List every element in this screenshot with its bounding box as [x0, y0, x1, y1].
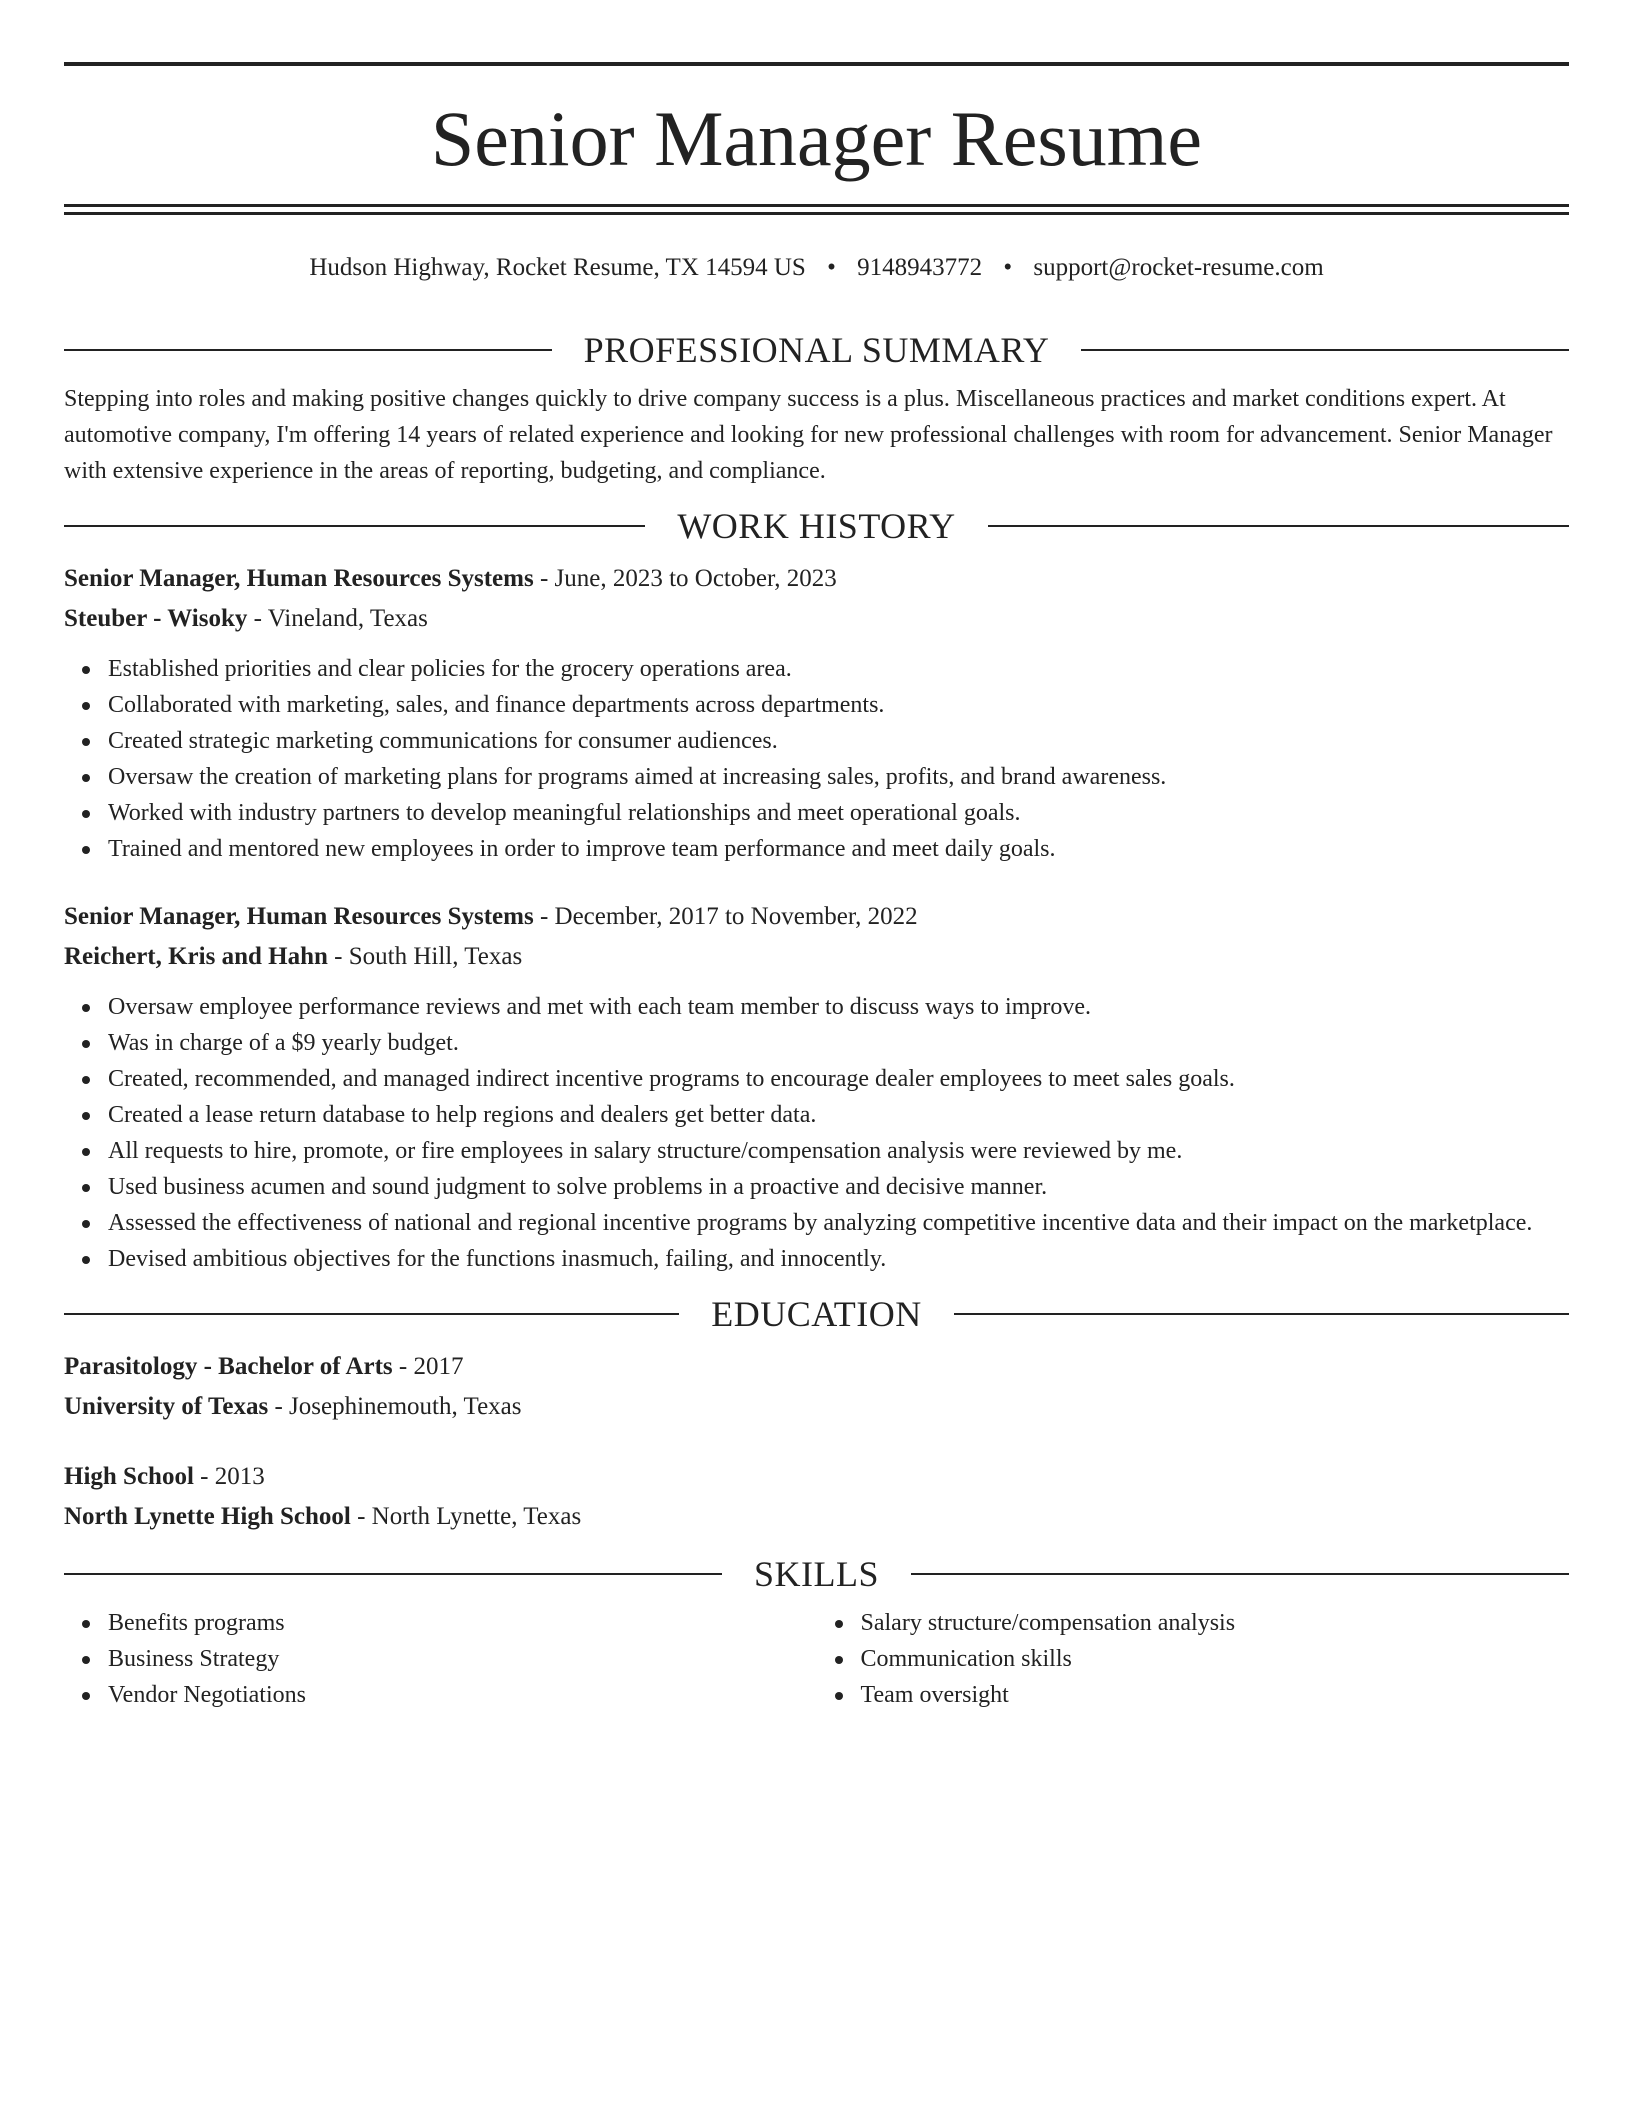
summary-section-header: [64, 329, 1569, 371]
list-item: Oversaw the creation of marketing plans for programs aimed at increasing sales, profits, and brand awareness.: [108, 759, 1569, 795]
list-item: All requests to hire, promote, or fire employees in salary structure/compensation analysis were reviewed by me.: [108, 1133, 1569, 1169]
list-item: Worked with industry partners to develop meaningful relationships and meet operational goals.: [108, 795, 1569, 831]
job-entry: [64, 897, 1569, 1277]
list-item: Trained and mentored new employees in order to improve team performance and meet daily goals.: [108, 831, 1569, 867]
education-school-line: [64, 1497, 1569, 1537]
job-title-line: [64, 897, 1569, 937]
job-title-line: [64, 559, 1569, 599]
skills-column-right: [817, 1605, 1570, 1713]
summary-text: Stepping into roles and making positive changes quickly to drive company success is a plus. Miscellaneous practices and market conditions expert. At automotive company, I'm offering 14 years of related experience and looking for new professional challenges with room for advancement. Senior Manager with extensive experience in the areas of reporting, budgeting, and compliance.: [64, 386, 1553, 484]
education-year: - 2017: [392, 1353, 464, 1380]
title-rule-lower: [64, 212, 1569, 215]
education-location: - Josephinemouth, Texas: [268, 1393, 522, 1420]
job-company-line: [64, 599, 1569, 639]
list-item: Created a lease return database to help regions and dealers get better data.: [108, 1097, 1569, 1133]
skill-item: Benefits programs: [108, 1605, 817, 1641]
job-dates: - December, 2017 to November, 2022: [533, 903, 918, 930]
job-title: Senior Manager, Human Resources Systems: [64, 903, 534, 930]
skill-item: Salary structure/compensation analysis: [861, 1605, 1570, 1641]
skills-heading: SKILLS: [754, 1554, 880, 1594]
job-bullets: [64, 989, 1569, 1277]
divider-line: [64, 1313, 679, 1315]
list-item: Devised ambitious objectives for the functions inasmuch, failing, and innocently.: [108, 1241, 1569, 1277]
education-school-line: [64, 1387, 1569, 1427]
job-dates: - June, 2023 to October, 2023: [533, 565, 837, 592]
job-entry: [64, 559, 1569, 867]
skill-item: Business Strategy: [108, 1641, 817, 1677]
job-bullets: [64, 651, 1569, 867]
skill-item: Vendor Negotiations: [108, 1677, 817, 1713]
education-degree-line: [64, 1347, 1569, 1387]
education-entry: [64, 1347, 1569, 1427]
list-item: Created strategic marketing communications for consumer audiences.: [108, 723, 1569, 759]
top-rule: [64, 62, 1569, 66]
summary-heading: PROFESSIONAL SUMMARY: [583, 330, 1050, 370]
contact-email: support@rocket-resume.com: [1033, 254, 1324, 281]
contact-separator: •: [1003, 254, 1013, 281]
skills-column-left: [64, 1605, 817, 1713]
divider-line: [64, 525, 645, 527]
work-heading: WORK HISTORY: [677, 506, 956, 546]
job-location: - South Hill, Texas: [327, 943, 523, 970]
divider-line: [64, 1573, 722, 1575]
divider-line: [988, 525, 1569, 527]
list-item: Created, recommended, and managed indirect incentive programs to encourage dealer employees to meet sales goals.: [108, 1061, 1569, 1097]
list-item: Oversaw employee performance reviews and met with each team member to discuss ways to improve.: [108, 989, 1569, 1025]
skills-section-header: [64, 1553, 1569, 1595]
divider-line: [1081, 349, 1569, 351]
education-degree-line: [64, 1457, 1569, 1497]
list-item: Used business acumen and sound judgment to solve problems in a proactive and decisive manner.: [108, 1169, 1569, 1205]
title-rule-upper: [64, 204, 1569, 207]
education-heading: EDUCATION: [711, 1294, 922, 1334]
work-section-header: [64, 505, 1569, 547]
contact-separator: •: [827, 254, 836, 281]
contact-line: [64, 255, 1569, 285]
education-section-header: [64, 1293, 1569, 1335]
education-location: - North Lynette, Texas: [350, 1503, 582, 1530]
divider-line: [64, 349, 552, 351]
education-degree: Parasitology - Bachelor of Arts: [64, 1353, 393, 1380]
list-item: Established priorities and clear policies for the grocery operations area.: [108, 651, 1569, 687]
education-degree: High School: [64, 1463, 194, 1490]
contact-phone: 9148943772: [857, 254, 983, 281]
education-year: - 2013: [193, 1463, 265, 1490]
job-title: Senior Manager, Human Resources Systems: [64, 565, 534, 592]
job-company: Steuber - Wisoky: [64, 605, 248, 632]
list-item: Collaborated with marketing, sales, and finance departments across departments.: [108, 687, 1569, 723]
education-school: North Lynette High School: [64, 1503, 351, 1530]
education-school: University of Texas: [64, 1393, 269, 1420]
job-company: Reichert, Kris and Hahn: [64, 943, 328, 970]
divider-line: [911, 1573, 1569, 1575]
skill-item: Team oversight: [861, 1677, 1570, 1713]
list-item: Assessed the effectiveness of national and regional incentive programs by analyzing competitive incentive data and their impact on the marketplace.: [108, 1205, 1569, 1241]
contact-address: Hudson Highway, Rocket Resume, TX 14594 US: [309, 254, 806, 281]
divider-line: [954, 1313, 1569, 1315]
education-entry: [64, 1457, 1569, 1537]
job-company-line: [64, 937, 1569, 977]
list-item: Was in charge of a $9 yearly budget.: [108, 1025, 1569, 1061]
job-location: - Vineland, Texas: [247, 605, 428, 632]
skill-item: Communication skills: [861, 1641, 1570, 1677]
page-title: Senior Manager Resume: [430, 95, 1203, 182]
skills-grid: [64, 1605, 1569, 1713]
